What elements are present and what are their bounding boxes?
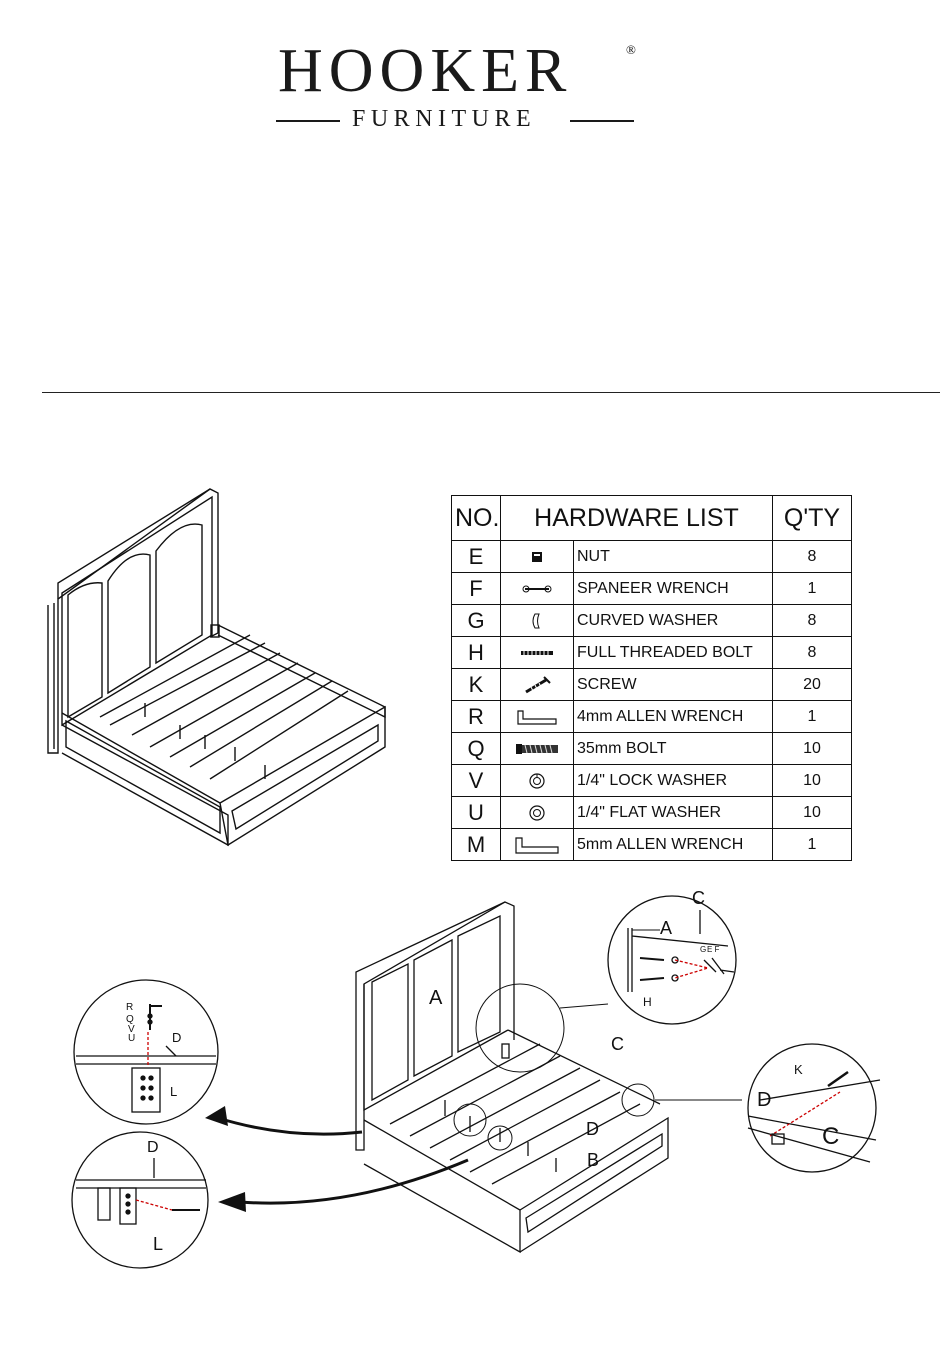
item-no: K <box>452 669 501 701</box>
header-hardware-list: HARDWARE LIST <box>501 496 773 541</box>
allen-wrench-icon <box>501 701 574 733</box>
label-flat-washer: U <box>128 1033 136 1044</box>
item-qty: 10 <box>773 765 852 797</box>
table-row <box>452 541 852 573</box>
label-screw: K <box>794 1062 803 1077</box>
logo-registered-mark: ® <box>626 42 636 57</box>
header-no: NO. <box>452 496 501 541</box>
table-row <box>452 605 852 637</box>
table-row <box>452 797 852 829</box>
item-no: F <box>452 573 501 605</box>
item-name: 5mm ALLEN WRENCH <box>574 829 773 861</box>
item-no: E <box>452 541 501 573</box>
item-qty: 20 <box>773 669 852 701</box>
item-qty: 10 <box>773 797 852 829</box>
item-name: 1/4" FLAT WASHER <box>574 797 773 829</box>
item-qty: 1 <box>773 829 852 861</box>
arrow-to-detail <box>240 1160 468 1203</box>
label-slat-support-lower: D <box>147 1139 159 1156</box>
label-headboard: A <box>429 987 443 1009</box>
table-row <box>452 765 852 797</box>
bolt-icon <box>501 733 574 765</box>
item-no: M <box>452 829 501 861</box>
item-qty: 10 <box>773 733 852 765</box>
label-bolt-35mm: Q <box>126 1014 134 1025</box>
item-name: SCREW <box>574 669 773 701</box>
lock-washer-icon <box>501 765 574 797</box>
item-no: U <box>452 797 501 829</box>
assembly-diagram <box>0 880 950 1280</box>
logo-subline <box>276 104 636 134</box>
item-name: NUT <box>574 541 773 573</box>
label-bolt: H <box>643 995 652 1009</box>
table-row <box>452 637 852 669</box>
label-slat-support: D <box>586 1119 599 1139</box>
curved-washer-icon <box>501 605 574 637</box>
item-no: V <box>452 765 501 797</box>
item-name: FULL THREADED BOLT <box>574 637 773 669</box>
item-qty: 8 <box>773 541 852 573</box>
label-bracket-upper: L <box>170 1084 178 1099</box>
page-divider <box>42 392 940 393</box>
assembly-bed <box>356 902 668 1252</box>
item-no: R <box>452 701 501 733</box>
label-side-rail: C <box>611 1034 624 1054</box>
allen-wrench-icon <box>501 829 574 861</box>
bracket-bolt-detail <box>74 980 218 1124</box>
label-bracket-lower: L <box>153 1234 164 1254</box>
item-no: H <box>452 637 501 669</box>
table-row <box>452 733 852 765</box>
logo-rule-right <box>570 120 634 122</box>
logo-subtitle: FURNITURE <box>352 106 537 132</box>
item-name: 4mm ALLEN WRENCH <box>574 701 773 733</box>
label-curved-washer: G <box>700 945 707 954</box>
label-lock-washer: V <box>128 1024 135 1035</box>
label-slat-support-upper: D <box>172 1030 182 1045</box>
hardware-list-table <box>451 495 852 861</box>
label-nut-wrench: E F <box>707 945 720 954</box>
logo-rule-left <box>276 120 340 122</box>
bed-overview-drawing <box>40 485 400 855</box>
table-row <box>452 829 852 861</box>
item-qty: 8 <box>773 637 852 669</box>
item-qty: 1 <box>773 573 852 605</box>
table-row <box>452 573 852 605</box>
screw-icon <box>501 669 574 701</box>
item-name: CURVED WASHER <box>574 605 773 637</box>
nut-icon <box>501 541 574 573</box>
item-name: SPANEER WRENCH <box>574 573 773 605</box>
hooker-furniture-logo <box>270 36 650 136</box>
table-header-row <box>452 496 852 541</box>
label-footboard: B <box>587 1150 600 1170</box>
threaded-bolt-icon <box>501 637 574 669</box>
item-qty: 8 <box>773 605 852 637</box>
flat-washer-icon <box>501 797 574 829</box>
item-name: 35mm BOLT <box>574 733 773 765</box>
label-headboard-detail: A <box>660 918 673 938</box>
item-name: 1/4" LOCK WASHER <box>574 765 773 797</box>
label-slat-support-detail: D <box>757 1089 772 1111</box>
logo-wordmark: HOOKER <box>278 37 573 105</box>
arrow-to-detail <box>218 1118 362 1134</box>
bracket-washer-detail <box>72 1132 208 1268</box>
table-row <box>452 669 852 701</box>
detail-focus-circle <box>622 1084 654 1116</box>
spanner-wrench-icon <box>501 573 574 605</box>
header-qty: Q'TY <box>773 496 852 541</box>
item-no: Q <box>452 733 501 765</box>
label-allen-wrench: R <box>126 1002 134 1013</box>
label-side-rail-detail: C <box>692 888 705 908</box>
item-qty: 1 <box>773 701 852 733</box>
detail-focus-circle <box>476 984 564 1072</box>
label-side-rail-zoom: C <box>822 1123 840 1150</box>
table-row <box>452 701 852 733</box>
item-no: G <box>452 605 501 637</box>
